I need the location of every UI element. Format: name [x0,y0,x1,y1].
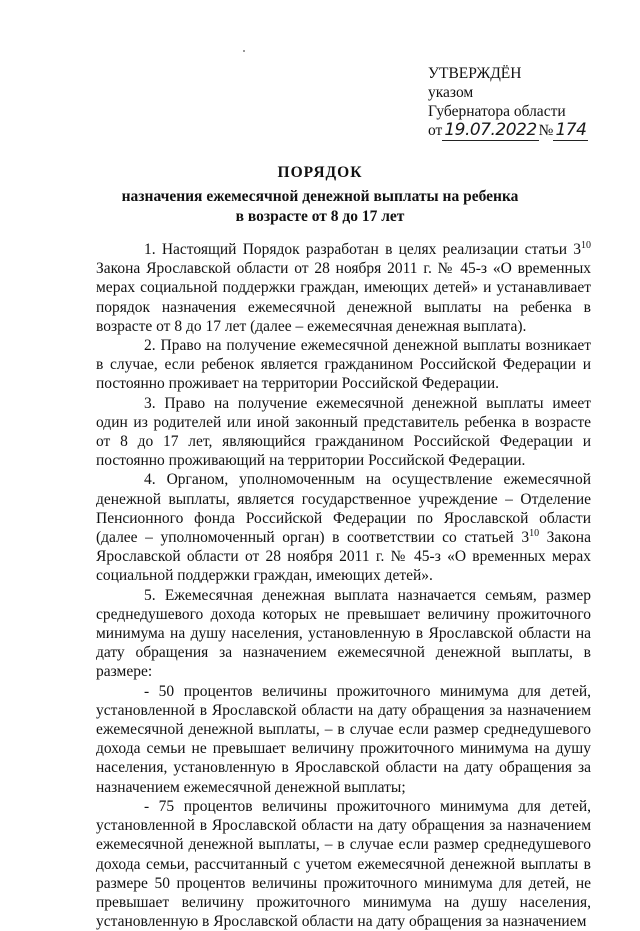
paragraph-4-text-b: Закона Ярославской области от 28 ноября 2011 г. № 45-з «О временных мерах социальной поддержки граждан, имеющих детей». [96,529,591,585]
paragraph-1 [96,240,591,336]
paragraph-1-text-a: 1. Настоящий Порядок разработан в целях реализации статьи 3 [144,241,581,258]
document-title [0,163,640,227]
paragraph-3: 3. Право на получение ежемесячной денежной выплаты имеет один из родителей или иной законный представитель ребенка в возрасте от 8 до 17 лет, являющийся гражданином Российской Федерации и постоянно проживающий на территории Российской Федерации. [96,394,591,470]
document-body [96,240,591,931]
number-label: № [538,122,554,139]
paragraph-5: 5. Ежемесячная денежная выплата назначается семьям, размер среднедушевого дохода которых не превышает величину прожиточного минимума на душу населения, установленную в Ярославской области на дату обращения за назначением ежемесячной денежной выплаты, в размере: [96,586,591,681]
approval-line-date [428,121,588,140]
approval-line-decree: указом [428,84,474,101]
title-line-3: в возрасте от 8 до 17 лет [235,208,405,225]
paragraph-2: 2. Право на получение ежемесячной денежной выплаты возникает в случае, если ребенок является гражданином Российской Федерации и постоянно проживает на территории Российской Федерации. [96,337,591,393]
paragraph-4 [96,470,591,585]
approval-block [428,64,588,140]
handwritten-date: 19.07.2022 [444,120,537,140]
list-item-75-percent: - 75 процентов величины прожиточного минимума для детей, установленной в Ярославской области на дату обращения за назначением ежемесячной денежной выплаты, – в случае если размер среднедушевого дохода семьи, рассчитанный с учетом ежемесячной денежной выплаты в размере 50 процентов величины прожиточного минимума для детей, не превышает величину прожиточного минимума на душу населения, установленную в Ярославской области на дату обращения за назначением [96,797,591,931]
paragraph-1-superscript: 10 [581,239,591,251]
paragraph-4-text-a: 4. Органом, уполномоченным на осуществление ежемесячной денежной выплаты, является государственное учреждение – Отделение Пенсионного фонда Российской Федерации по Ярославской области (далее – уполномоченный орган) в соответствии со статьей 3 [96,471,591,547]
list-item-50-percent: - 50 процентов величины прожиточного минимума для детей, установленной в Ярославской области на дату обращения за назначением ежемесячной денежной выплаты, – в случае если размер среднедушевого дохода семьи не превышает величину прожиточного минимума на душу населения, установленную в Ярославской области на дату обращения за назначением ежемесячной денежной выплаты; [96,682,591,796]
approval-line-governor: Губернатора области [428,103,566,120]
handwritten-number: 174 [555,120,587,140]
title-heading: ПОРЯДОК [277,164,363,181]
scan-speck [243,50,245,52]
title-line-2: назначения ежемесячной денежной выплаты на ребенка [121,188,519,205]
paragraph-4-superscript: 10 [529,527,540,539]
approval-line-approved: УТВЕРЖДЁН [428,65,522,82]
paragraph-1-text-b: Закона Ярославской области от 28 ноября 2011 г. № 45-з «О временных мерах социальной поддержки граждан, имеющих детей» и устанавливает порядок назначения ежемесячной денежной выплаты на ребенка в возрасте от 8 до 17 лет (далее – ежемесячная денежная выплата). [96,260,591,335]
from-label: от [428,122,443,139]
